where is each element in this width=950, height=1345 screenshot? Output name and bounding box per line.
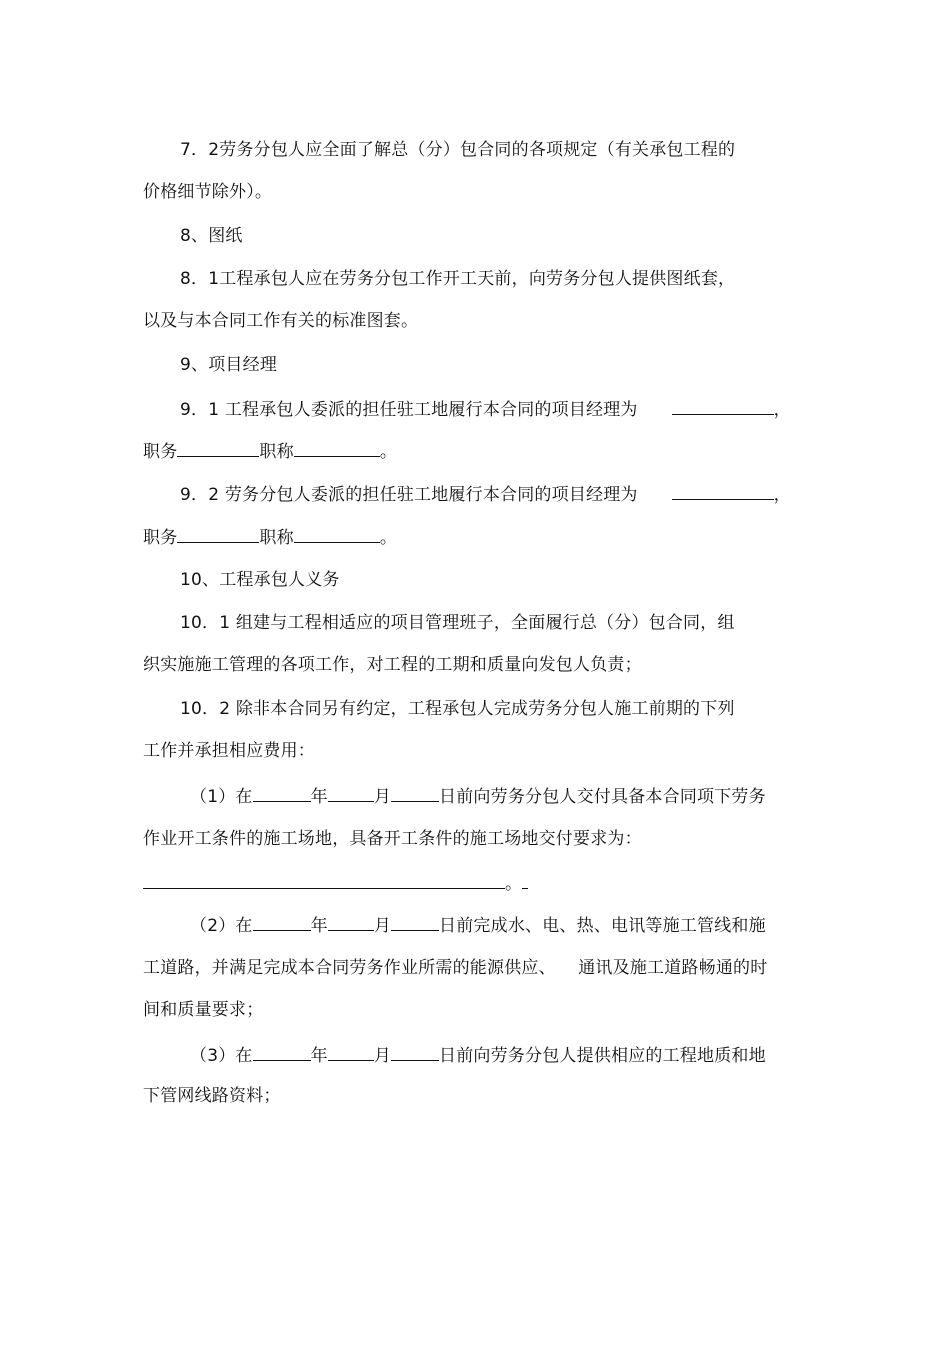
year-blank xyxy=(253,1043,311,1061)
period: 。 xyxy=(379,442,398,462)
clause-7-2-line-1: 7．2劳务分包人应全面了解总（分）包合同的各项规定（有关承包工程的 xyxy=(180,140,736,160)
clause-9-2-line-1 xyxy=(180,482,791,506)
period: 。 xyxy=(505,874,523,894)
item-3-line-2: 下管网线路资料； xyxy=(143,1086,281,1106)
section-10-heading: 10、工程承包人义务 xyxy=(180,570,340,590)
item-2-prefix: （2）在 xyxy=(190,916,253,936)
item-3-line-1 xyxy=(190,1043,766,1067)
clause-8-1-line-2: 以及与本合同工作有关的标准图套。 xyxy=(143,311,419,331)
item-2-text: 日前完成水、电、热、电讯等施工管线和施 xyxy=(439,916,766,936)
clause-7-2-line-2: 价格细节除外）。 xyxy=(143,182,273,202)
rank-blank xyxy=(294,525,380,543)
item-1-line-3 xyxy=(143,871,528,895)
year-label: 年 xyxy=(310,787,328,807)
rank-label: 职称 xyxy=(259,442,294,462)
item-1-text: 日前向劳务分包人交付具备本合同项下劳务 xyxy=(439,787,766,807)
item-3-text: 日前向劳务分包人提供相应的工程地质和地 xyxy=(439,1046,766,1066)
position-blank xyxy=(177,439,259,457)
month-blank xyxy=(328,913,374,931)
clause-10-2-line-2: 工作并承担相应费用： xyxy=(143,741,315,761)
position-blank xyxy=(177,525,259,543)
month-blank xyxy=(328,1043,374,1061)
month-label: 月 xyxy=(373,916,392,936)
item-1-line-2: 作业开工条件的施工场地，具备开工条件的施工场地交付要求为： xyxy=(143,829,642,849)
item-2-line-2: 工道路，并满足完成本合同劳务作业所需的能源供应、 通讯及施工道路畅通的时 xyxy=(143,958,768,978)
month-label: 月 xyxy=(373,787,392,807)
rank-label: 职称 xyxy=(259,528,294,548)
rank-blank xyxy=(294,439,380,457)
day-blank xyxy=(391,913,439,931)
item-3-prefix: （3）在 xyxy=(190,1046,253,1066)
year-label: 年 xyxy=(310,916,328,936)
title-label: 职务 xyxy=(143,442,178,462)
month-label: 月 xyxy=(373,1046,392,1066)
period: 。 xyxy=(379,528,398,548)
day-blank xyxy=(391,1043,439,1061)
subcontractor-manager-name-blank xyxy=(672,482,774,500)
item-2-line-1 xyxy=(190,913,766,937)
clause-8-1-line-1: 8．1工程承包人应在劳务分包工作开工天前，向劳务分包人提供图纸套， xyxy=(180,269,736,289)
day-blank xyxy=(391,784,439,802)
site-requirements-blank xyxy=(143,871,505,889)
year-blank xyxy=(253,913,311,931)
item-1-line-1 xyxy=(190,784,766,808)
comma: ， xyxy=(773,400,791,420)
clause-10-1-line-2: 织实施施工管理的各项工作，对工程的工期和质量向发包人负责； xyxy=(143,655,642,675)
clause-9-2-line-2 xyxy=(143,525,397,549)
month-blank xyxy=(328,784,374,802)
title-label: 职务 xyxy=(143,528,178,548)
clause-9-1-line-2 xyxy=(143,439,397,463)
section-9-heading: 9、项目经理 xyxy=(180,355,278,375)
clause-9-2-text: 9．2 劳务分包人委派的担任驻工地履行本合同的项目经理为 xyxy=(180,485,638,505)
year-label: 年 xyxy=(310,1046,328,1066)
item-2-line-3: 间和质量要求； xyxy=(143,1000,264,1020)
section-8-heading: 8、图纸 xyxy=(180,226,243,246)
project-manager-name-blank xyxy=(672,397,774,415)
comma: ， xyxy=(773,485,791,505)
item-1-prefix: （1）在 xyxy=(190,787,253,807)
clause-10-1-line-1: 10．1 组建与工程相适应的项目管理班子，全面履行总（分）包合同，组 xyxy=(180,613,735,633)
year-blank xyxy=(253,784,311,802)
clause-9-1-text: 9．1 工程承包人委派的担任驻工地履行本合同的项目经理为 xyxy=(180,400,638,420)
clause-9-1-line-1 xyxy=(180,397,791,421)
clause-10-2-line-1: 10．2 除非本合同另有约定，工程承包人完成劳务分包人施工前期的下列 xyxy=(180,699,735,719)
